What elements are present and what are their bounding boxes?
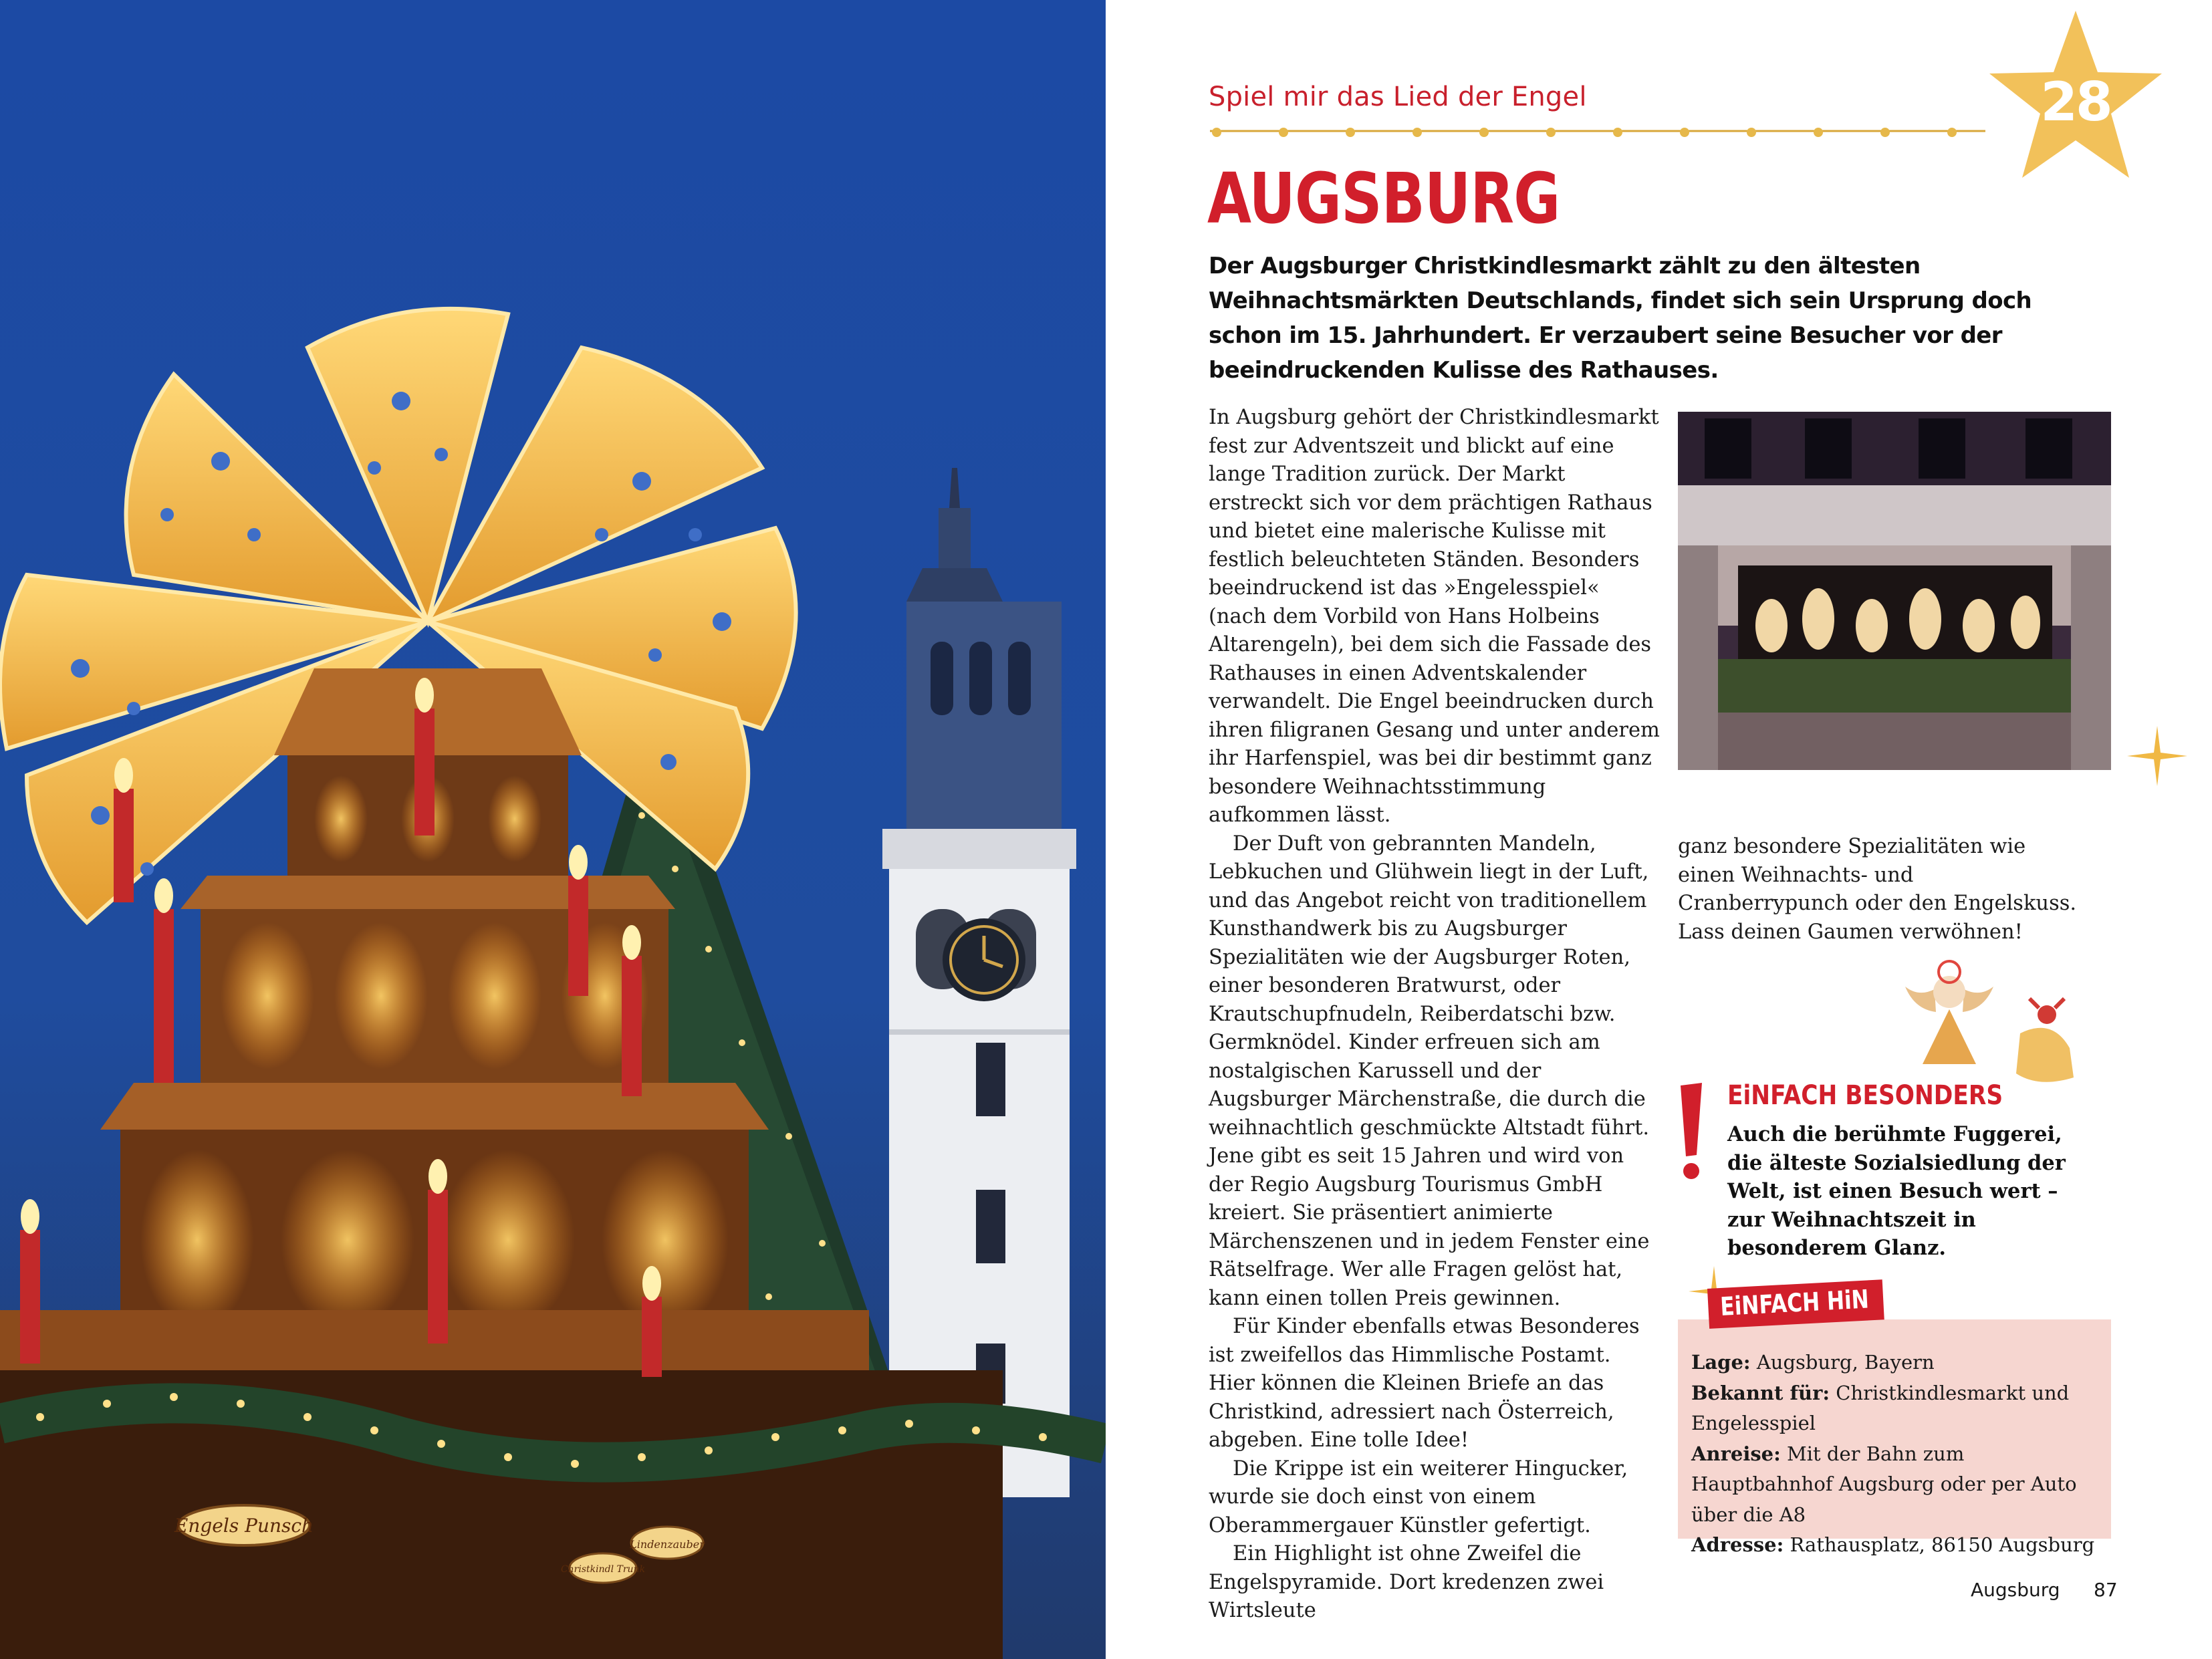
running-footer-section: Augsburg xyxy=(1971,1579,2060,1601)
info-adresse: Adresse: Rathausplatz, 86150 Augsburg xyxy=(1691,1533,2095,1556)
angel-bell-icon xyxy=(1905,948,2079,1095)
perlach-tower xyxy=(882,468,1076,1497)
body-paragraph: Der Duft von gebrannten Mandeln, Lebkuchen und Glühwein liegt in der Luft, und das Angebot reicht von traditionellem Kunsthandwerk bis zu Augsburger Spezialitäten wie der Augsburger Roten, einer besonderen Bratwurst, oder Krautschupfnudeln, Reiberdatschi bzw. Germknödel. Kinder erfreuen sich am nostalgischen Karussell und der Augsburger Märchenstraße, die durch die weihnachtlich geschmückte Altstadt führt. Jene gibt es seit 15 Jahren und wird von der Regio Augsburg Tourismus GmbH kreiert. Sie präsentiert animierte Märchenszenen und in jedem Fenster eine Rätselfrage. Wer alle Fragen gelöst hat, kann einen tollen Preis gewinnen. xyxy=(1209,832,1650,1310)
body-paragraph: Die Krippe ist ein weiterer Hingucker, wurde sie doch einst von einem Oberammergauer Künstler gefertigt. xyxy=(1209,1456,1628,1537)
exclamation-icon xyxy=(1678,1083,1705,1183)
body-paragraph: Für Kinder ebenfalls etwas Besonderes ist zweifellos das Himmlische Postamt. Hier können die Kleinen Briefe an das Christkind, adressiert nach Österreich, abgeben. Eine tolle Idee! xyxy=(1209,1315,1640,1452)
chapter-star-badge xyxy=(1985,7,2166,187)
rathaus-illustration xyxy=(1678,412,2111,770)
info-tag: EiNFACH HiN xyxy=(1707,1279,1884,1329)
stall-sign-punsch: Engels Punsch xyxy=(174,1515,314,1537)
page-number: 87 xyxy=(2094,1579,2118,1601)
body-paragraph: In Augsburg gehört der Christkindlesmarkt fest zur Adventszeit und blickt auf eine lange Tradition zurück. Der Markt erstreckt sich vor dem prächtigen Rathaus und bietet eine malerische Kulisse mit festlich beleuchteten Ständen. Besonders beeindruckend ist das »Engelesspiel« (nach dem Vorbild von Hans Holbeins Altarengeln), bei dem sich die Fassade des Rathauses in einen Adventskalender verwandelt. Die Engel beeindrucken durch ihren filigranen Gesang und unter anderem ihr Harfenspiel, was bei dir bestimmt ganz besondere Weihnachtsstimmung aufkommen lässt. xyxy=(1209,406,1660,827)
body-column-right xyxy=(1678,833,2086,946)
rathaus-angels-photo xyxy=(1678,412,2111,770)
stall-sign-trunk: Christkindl Trunk xyxy=(560,1564,646,1575)
lead-paragraph: Der Augsburger Christkindlesmarkt zählt zu den ältesten Weihnachtsmärkten Deutschlands, findet sich sein Ursprung doch schon im 15. Jahrhundert. Er verzaubert seine Besucher vor der beeindruckenden Kulisse des Rathauses. xyxy=(1209,253,2032,384)
body-paragraph: ganz besondere Spezialitäten wie einen Weihnachts- und Cranberrypunch oder den Engelskuss. Lass deinen Gaumen verwöhnen! xyxy=(1678,835,2077,944)
info-box xyxy=(1678,1319,2111,1556)
sparkle-icon xyxy=(2127,726,2187,786)
info-anreise: Anreise: Mit der Bahn zum Hauptbahnhof Augsburg oder per Auto über die A8 xyxy=(1691,1442,2077,1526)
tip-heading: EiNFACH BESONDERS xyxy=(1727,1080,2003,1111)
text-page xyxy=(1106,0,2212,1659)
stall-sign-zauber: Lindenzauber xyxy=(630,1538,705,1551)
chapter-kicker: Spiel mir das Lied der Engel xyxy=(1209,82,1587,112)
tip-text: Auch die berühmte Fuggerei, die älteste Sozialsiedlung der Welt, ist einen Besuch wert – zur Weihnachtszeit in besonderem Glanz. xyxy=(1727,1122,2066,1260)
body-column-left xyxy=(1209,404,1663,1626)
info-lines xyxy=(1691,1348,2099,1561)
info-bekannt: Bekannt für: Christkindlesmarkt und Engelesspiel xyxy=(1691,1381,2070,1434)
garland-divider xyxy=(1210,118,1985,144)
page-title: AUGSBURG xyxy=(1207,158,1560,239)
info-lage: Lage: Augsburg, Bayern xyxy=(1691,1351,1935,1374)
chapter-number: 28 xyxy=(2040,71,2111,133)
body-paragraph: Ein Highlight ist ohne Zweifel die Engelspyramide. Dort kredenzen zwei Wirtsleute xyxy=(1209,1542,1604,1622)
